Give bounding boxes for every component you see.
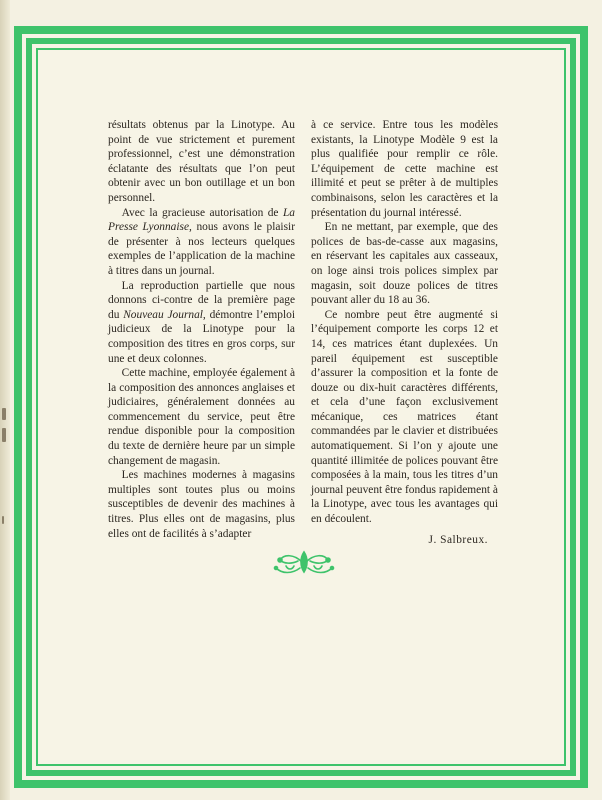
author-signature: J. Salbreux.	[428, 533, 488, 546]
paragraph	[108, 206, 295, 279]
right-column	[311, 118, 498, 547]
article-body	[108, 118, 498, 547]
paragraph: à ce service. Entre tous les modèles existants, la Linotype Modèle 9 est la plus qualifiée pour remplir ce rôle. L’équipement de cette machine est illimité et peut se prêter à de multiples combinaisons, selon les caractères et la présentation du journal intéressé.	[311, 119, 498, 219]
publication-name: Nouveau Journal,	[123, 308, 206, 321]
paragraph: Ce nombre peut être augmenté si l’équipement comporte les corps 12 et 14, ces matrices étant duplexées. Un pareil équipement est susceptible d’assurer la composition et la fonte de douze ou dix-huit caractères différents, et cela d’une façon exclusivement mécanique, ces matrices étant commandées par le clavier et distribuées automatiquement. Si l’on y ajoute une quantité illimitée de polices pouvant être composées à la main, tous les titres d’un journal peuvent être fondus rapidement à la Linotype, avec tous les avantages qui en découlent.	[311, 308, 498, 526]
publication-name: La Presse Lyonnaise,	[108, 206, 295, 234]
paragraph: Cette machine, employée également à la composition des annonces anglaises et judiciaires, généralement données au commencement du service, peut être rendue disponible pour la composition du texte de dernière heure par un simple changement de magasin.	[108, 367, 295, 467]
paragraph-text: Avec la gracieuse autorisation de	[121, 206, 283, 219]
binding-mark	[2, 516, 4, 524]
paragraph-text: démontre l’emploi judicieux de la Linotype pour la composition des titres en gros corps, sur une et deux colonnes.	[108, 308, 295, 365]
paragraph-text: nous avons le plaisir de présenter à nos lecteurs quelques exemples de l’application de la machine à titres dans un journal.	[108, 221, 295, 277]
paragraph: résultats obtenus par la Linotype. Au point de vue strictement et purement professionnel, c’est une démonstration éclatante des résultats que l’on peut obtenir avec un bon outillage et un bon personnel.	[108, 119, 295, 204]
paragraph-text: La reproduction partielle que nous donnons ci-contre de la première page du	[108, 279, 295, 321]
binding-mark	[2, 408, 6, 420]
binding-edge	[0, 0, 10, 800]
left-column	[108, 118, 295, 547]
binding-mark	[2, 428, 6, 442]
paragraph: En ne mettant, par exemple, que des polices de bas-de-casse aux magasins, en réservant les capitales aux casseaux, on loge ainsi trois polices simplex par magasin, soit douze polices de titres pouvant aller du 18 au 36.	[311, 221, 498, 307]
paragraph: Les machines modernes à magasins multiples sont toutes plus ou moins susceptibles de devenir des machines à titres. Plus elles ont de magasins, plus elles ont de facilités à s’adapter	[108, 469, 295, 540]
paragraph	[108, 279, 295, 367]
floral-ornament-icon	[272, 548, 336, 578]
